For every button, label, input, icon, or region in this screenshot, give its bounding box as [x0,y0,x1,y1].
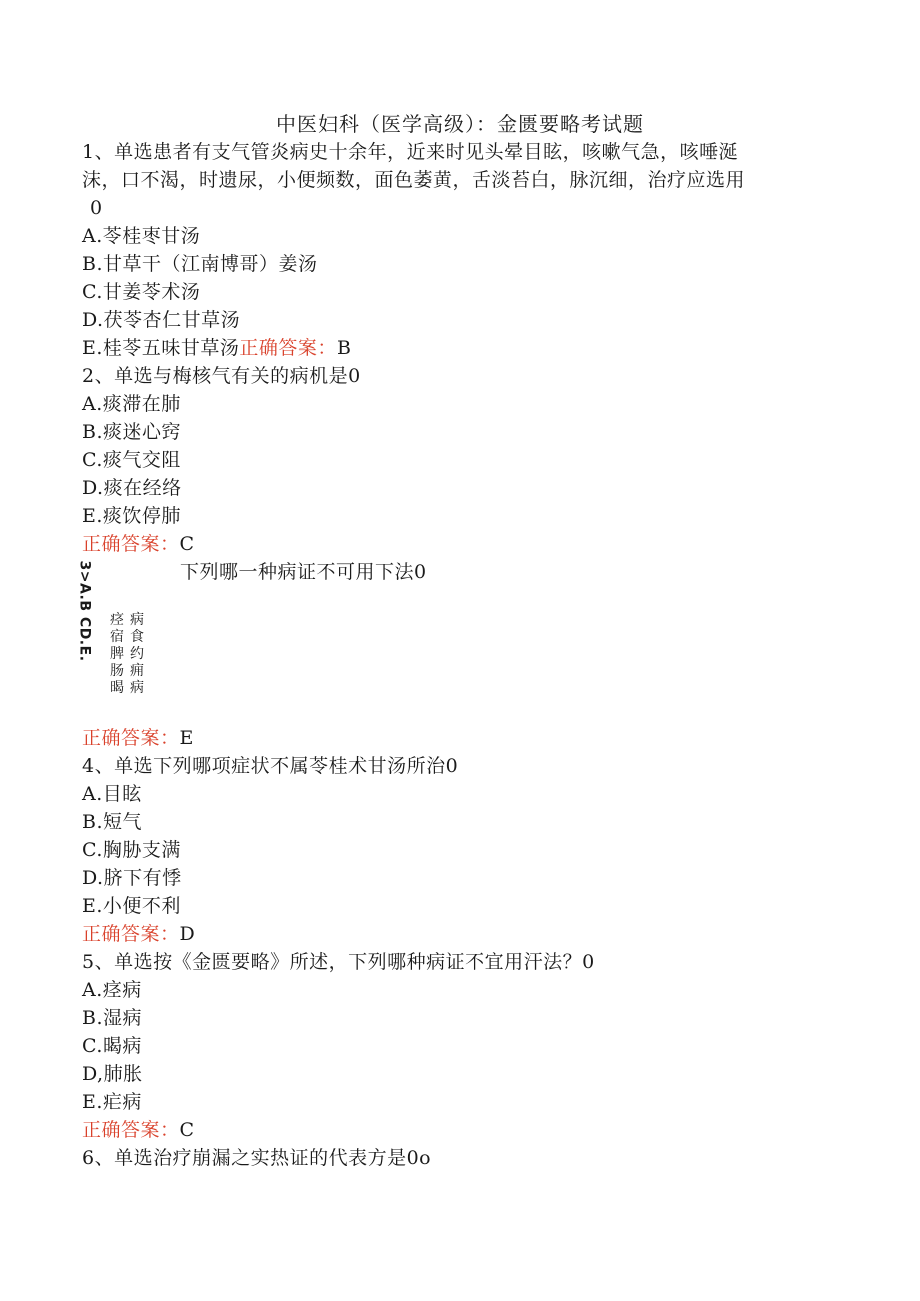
q1-answer: B [336,337,352,359]
q5-answer-line [82,1116,195,1144]
q5-option-d: D,肺胀 [82,1063,143,1085]
q2-answer-line [82,530,195,558]
q3-options-col1: 痉 宿 脾 肠 暍 [110,612,124,696]
q1-option-b: B.甘草干（江南博哥）姜汤 [82,253,318,275]
q2-option-d: D.痰在经络 [82,477,182,499]
q4-option-d: D.脐下有悸 [82,867,182,889]
q2-answer: C [179,533,195,555]
q2-option-c: C.痰气交阻 [82,449,181,471]
q1-option-e: E.桂苓五味甘草汤 [82,337,240,359]
q3-rotated-label: 3>A.B CD.E. [77,560,93,662]
q3-answer: E [179,727,194,749]
q6-stem: 6、单选治疗崩漏之实热证的代表方是0o [82,1147,432,1169]
q2-answer-label: 正确答案： [82,533,180,555]
q2-option-e: E.痰饮停肺 [82,505,181,527]
q1-option-c: C.甘姜苓术汤 [82,281,201,303]
q5-stem: 5、单选按《金匮要略》所述，下列哪种病证不宜用汗法？0 [82,951,595,973]
q5-option-c: C.暍病 [82,1035,142,1057]
q1-option-d: D.茯苓杏仁甘草汤 [82,309,241,331]
q1-option-e-with-answer [82,334,351,362]
page-title: 中医妇科（医学高级）：金匮要略考试题 [276,112,644,136]
q1-stem-line2: 沫，口不渴，时遗尿，小便频数，面色萎黄，舌淡苔白，脉沉细，治疗应选用 [82,169,746,191]
q3-options-col2: 病 食 约 痈 病 [130,612,144,696]
q2-stem: 2、单选与梅核气有关的病机是0 [82,365,361,387]
q2-option-a: A.痰滞在肺 [82,393,181,415]
q5-option-b: B.湿病 [82,1007,143,1029]
q3-answer-label: 正确答案： [82,727,180,749]
q4-answer: D [179,923,196,945]
q1-option-a: A.苓桂枣甘汤 [82,225,201,247]
q5-option-e: E.疟病 [82,1091,142,1113]
q4-answer-line [82,920,195,948]
q3-answer-line [82,724,194,752]
q2-option-b: B.痰迷心窍 [82,421,182,443]
q1-stem-line1: 1、单选患者有支气管炎病史十余年，近来时见头晕目眩，咳嗽气急，咳唾涎 [82,141,739,163]
q5-option-a: A.痉病 [82,979,142,1001]
q4-option-a: A.目眩 [82,783,142,805]
q1-answer-label: 正确答案： [239,337,337,359]
q4-stem: 4、单选下列哪项症状不属苓桂术甘汤所治0 [82,755,459,777]
q4-option-b: B.短气 [82,811,143,833]
q3-stem: 下列哪一种病证不可用下法0 [180,561,427,583]
q4-option-e: E.小便不利 [82,895,181,917]
q1-stem-line3: 0 [90,197,103,219]
q5-answer: C [179,1119,195,1141]
q4-answer-label: 正确答案： [82,923,180,945]
q4-option-c: C.胸胁支满 [82,839,181,861]
q5-answer-label: 正确答案： [82,1119,180,1141]
